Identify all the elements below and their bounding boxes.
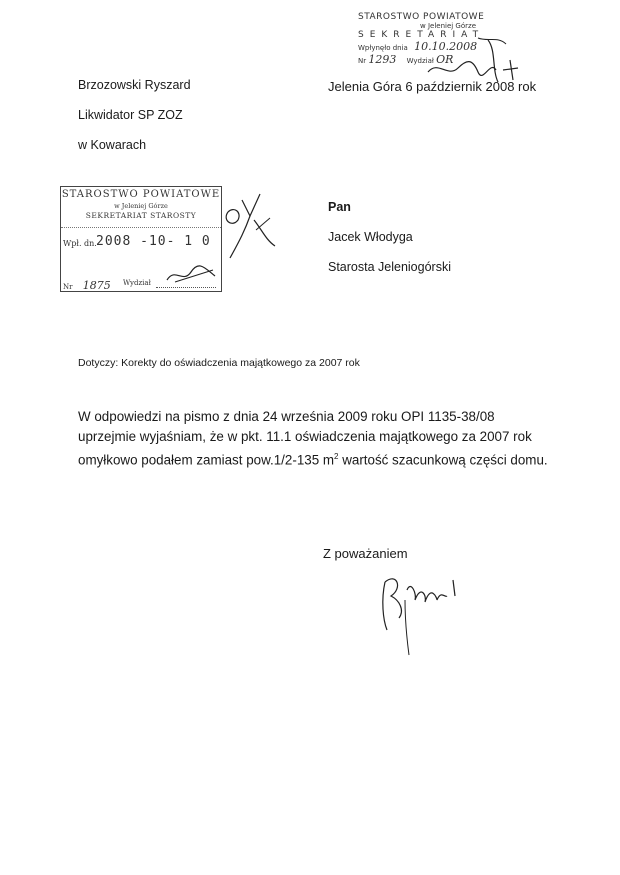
sender-location: w Kowarach: [78, 138, 147, 152]
handwritten-initials-icon: [220, 190, 280, 265]
stamp-left-nr: [63, 279, 111, 292]
stamp-left-title: STAROSTWO POWIATOWE: [61, 189, 221, 200]
stamp-top-handwritten-nr: 1293: [368, 53, 397, 66]
stamp-left-dept: SEKRETARIAT STAROSTY: [85, 211, 197, 220]
body-line-3-part-a: omyłkowo podałem zamiast pow.1/2-135 m: [78, 452, 335, 468]
body-line-3-part-b: wartość szacunkową części domu.: [338, 452, 548, 468]
stamp-top-wydz-label: Wydział: [406, 57, 434, 65]
recipient-salutation: Pan: [328, 200, 351, 214]
stamp-top-handwritten-date: 10.10.2008: [414, 40, 478, 53]
stamp-top-handwritten-wydz: OR: [436, 53, 454, 66]
handwritten-signature-small-icon: [165, 262, 220, 287]
letter-body: [78, 407, 598, 470]
body-line-2: uprzejmie wyjaśniam, że w pkt. 11.1 oświadczenia majątkowego za 2007 rok: [78, 429, 532, 444]
place-date: Jelenia Góra 6 październik 2008 rok: [328, 79, 537, 94]
stamp-left-wydz-label: Wydział: [123, 279, 151, 287]
body-line-3-superscript: 2: [334, 452, 339, 461]
stamp-left-received-label: Wpł. dn.: [63, 239, 97, 248]
stamp-top-line2: w Jeleniej Górze: [420, 22, 476, 30]
stamp-top-nr-label: Nr: [358, 57, 367, 65]
stamp-top-line1: STAROSTWO POWIATOWE: [358, 12, 485, 22]
recipient-title: Starosta Jeleniogórski: [328, 260, 451, 274]
body-line-1: W odpowiedzi na pismo z dnia 24 września 2009 roku OPI 1135-38/08: [78, 409, 495, 424]
stamp-left-divider: [61, 227, 221, 228]
recipient-name: Jacek Włodyga: [328, 230, 413, 244]
sender-title: Likwidator SP ZOZ: [78, 108, 183, 122]
stamp-left-subtitle: w Jeleniej Górze: [114, 202, 168, 210]
body-line-3: [78, 447, 598, 470]
stamp-top-line3: SEKRETARIAT: [358, 30, 485, 40]
stamp-left-nr-value: 1875: [82, 279, 111, 292]
closing: Z poważaniem: [323, 546, 408, 561]
sender-name: Brzozowski Ryszard: [78, 78, 191, 92]
subject-line: Dotyczy: Korekty do oświadczenia majątkowego za 2007 rok: [78, 357, 360, 369]
stamp-top-received-label: Wpłynęło dnia: [358, 44, 408, 52]
stamp-left-dotted-line: [156, 287, 216, 288]
stamp-left-date: 2008 -10- 1 0: [96, 234, 211, 249]
stamp-left-nr-label: Nr: [63, 283, 73, 291]
handwritten-signature-icon: [375, 560, 475, 660]
